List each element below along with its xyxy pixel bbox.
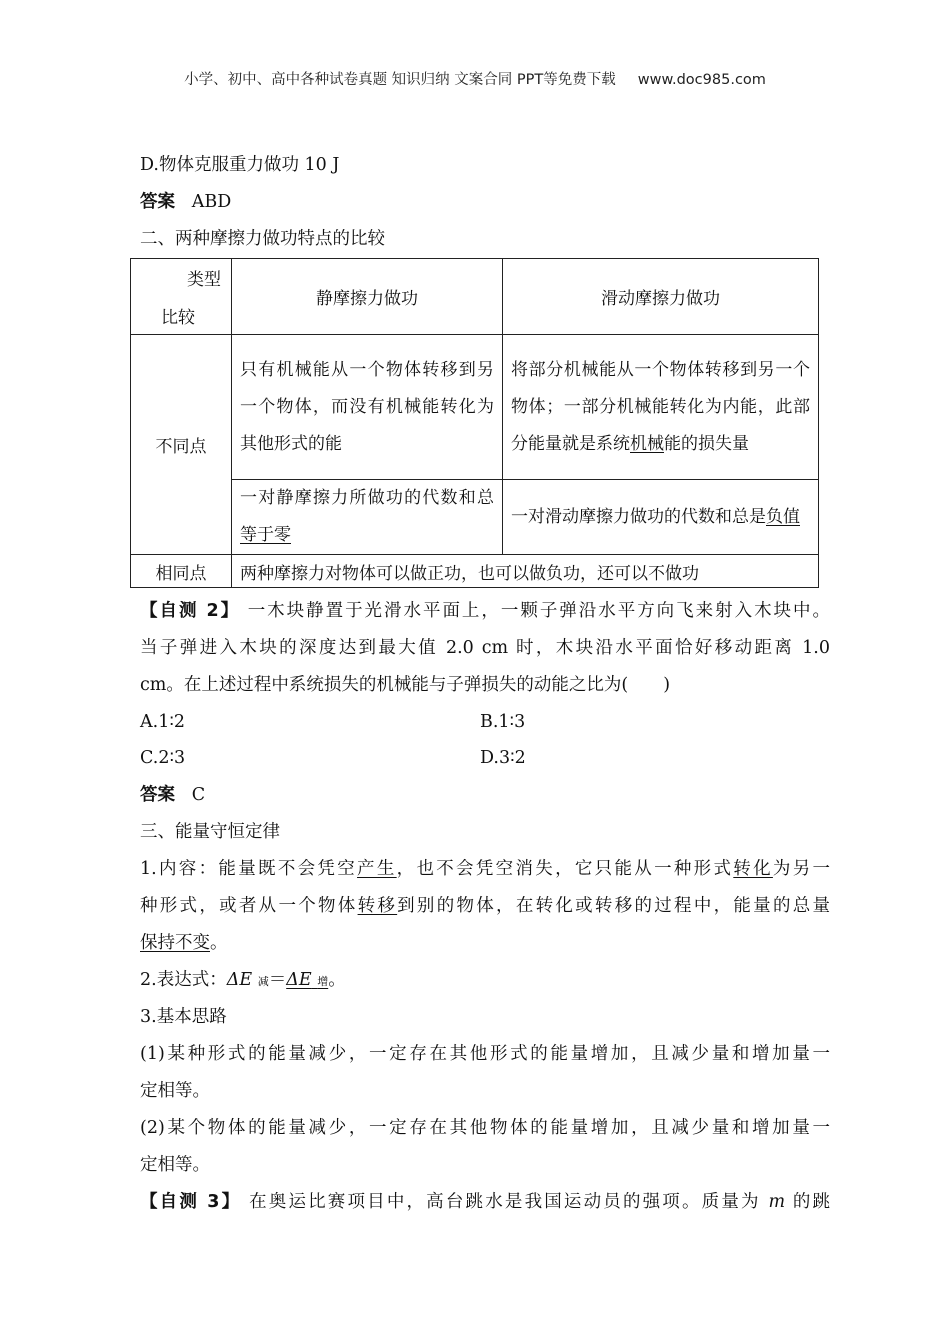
table-header-row bbox=[131, 259, 819, 335]
content-line2: 种形式，或者从一个物体转移到别的物体，在转化或转移的过程中，能量的总量 bbox=[140, 896, 831, 916]
corner-compare: 比较 bbox=[161, 308, 195, 328]
q3-line1: 【自测 3】 在奥运比赛项目中，高台跳水是我国运动员的强项。质量为 m 的跳 bbox=[140, 1192, 830, 1212]
answer-2 bbox=[140, 783, 830, 807]
point2-line2: 定相等。 bbox=[140, 1155, 210, 1175]
header-text: 小学、初中、高中各种试卷真题 知识归纳 文案合同 PPT等免费下载 bbox=[184, 72, 616, 88]
answer-label: 答案 bbox=[140, 192, 175, 212]
option-d2: D.3∶2 bbox=[480, 748, 526, 768]
q2-line1: 【自测 2】 一木块静置于光滑水平面上，一颗子弹沿水平方向飞来射入木块中。 bbox=[140, 601, 830, 621]
option-b: B.1∶3 bbox=[480, 712, 526, 732]
diff1-sliding: 将部分机械能从一个物体转移到另一个物体；一部分机械能转化为内能，此部分能量就是系统机械能的损失量 bbox=[503, 335, 819, 480]
answer-label: 答案 bbox=[140, 785, 175, 805]
q2-options-row1 bbox=[140, 710, 830, 734]
answer-value: ABD bbox=[191, 192, 232, 212]
answer-value: C bbox=[191, 785, 206, 805]
expression: 2.表达式：ΔE 减＝ΔE 增。 bbox=[140, 970, 346, 990]
section3-title: 三、能量守恒定律 bbox=[140, 822, 280, 842]
corner-cell bbox=[131, 259, 232, 335]
point1-line1: (1)某种形式的能量减少，一定存在其他形式的能量增加，且减少量和增加量一 bbox=[140, 1044, 830, 1064]
content-line3: 保持不变。 bbox=[140, 933, 228, 953]
comparison-table bbox=[130, 258, 819, 588]
q2-tag: 【自测 2】 bbox=[140, 601, 241, 621]
q2-options-row2 bbox=[140, 746, 830, 770]
diff1-static: 只有机械能从一个物体转移到另一个物体，而没有机械能转化为其他形式的能 bbox=[232, 335, 503, 480]
option-d: D.物体克服重力做功 10 J bbox=[140, 155, 340, 175]
thinking-title: 3.基本思路 bbox=[140, 1007, 227, 1027]
table-row bbox=[131, 480, 819, 555]
corner-type: 类型 bbox=[187, 270, 221, 290]
q2-line3: cm。在上述过程中系统损失的机械能与子弹损失的动能之比为( ) bbox=[140, 675, 671, 695]
diff2-sliding: 一对滑动摩擦力做功的代数和总是负值 bbox=[503, 480, 819, 555]
q2-line2: 当子弹进入木块的深度达到最大值 2.0 cm 时，木块沿水平面恰好移动距离 1.0 bbox=[140, 638, 830, 658]
section2-title: 二、两种摩擦力做功特点的比较 bbox=[140, 229, 385, 249]
page-header bbox=[0, 68, 950, 89]
q3-tag: 【自测 3】 bbox=[140, 1192, 242, 1212]
header-static: 静摩擦力做功 bbox=[232, 259, 503, 335]
same-text: 两种摩擦力对物体可以做正功，也可以做负功，还可以不做功 bbox=[232, 555, 819, 588]
table-row bbox=[131, 555, 819, 588]
answer-1 bbox=[140, 190, 830, 214]
option-c: C.2∶3 bbox=[140, 748, 186, 768]
diff2-static: 一对静摩擦力所做功的代数和总等于零 bbox=[232, 480, 503, 555]
diff-label: 不同点 bbox=[131, 335, 232, 555]
header-site: www.doc985.com bbox=[637, 72, 766, 88]
option-a: A.1∶2 bbox=[140, 712, 186, 732]
point2-line1: (2)某个物体的能量减少，一定存在其他物体的能量增加，且减少量和增加量一 bbox=[140, 1118, 830, 1138]
point1-line2: 定相等。 bbox=[140, 1081, 210, 1101]
header-sliding: 滑动摩擦力做功 bbox=[503, 259, 819, 335]
same-label: 相同点 bbox=[131, 555, 232, 588]
content-line1: 1.内容：能量既不会凭空产生，也不会凭空消失，它只能从一种形式转化为另一 bbox=[140, 859, 831, 879]
table-row bbox=[131, 335, 819, 480]
